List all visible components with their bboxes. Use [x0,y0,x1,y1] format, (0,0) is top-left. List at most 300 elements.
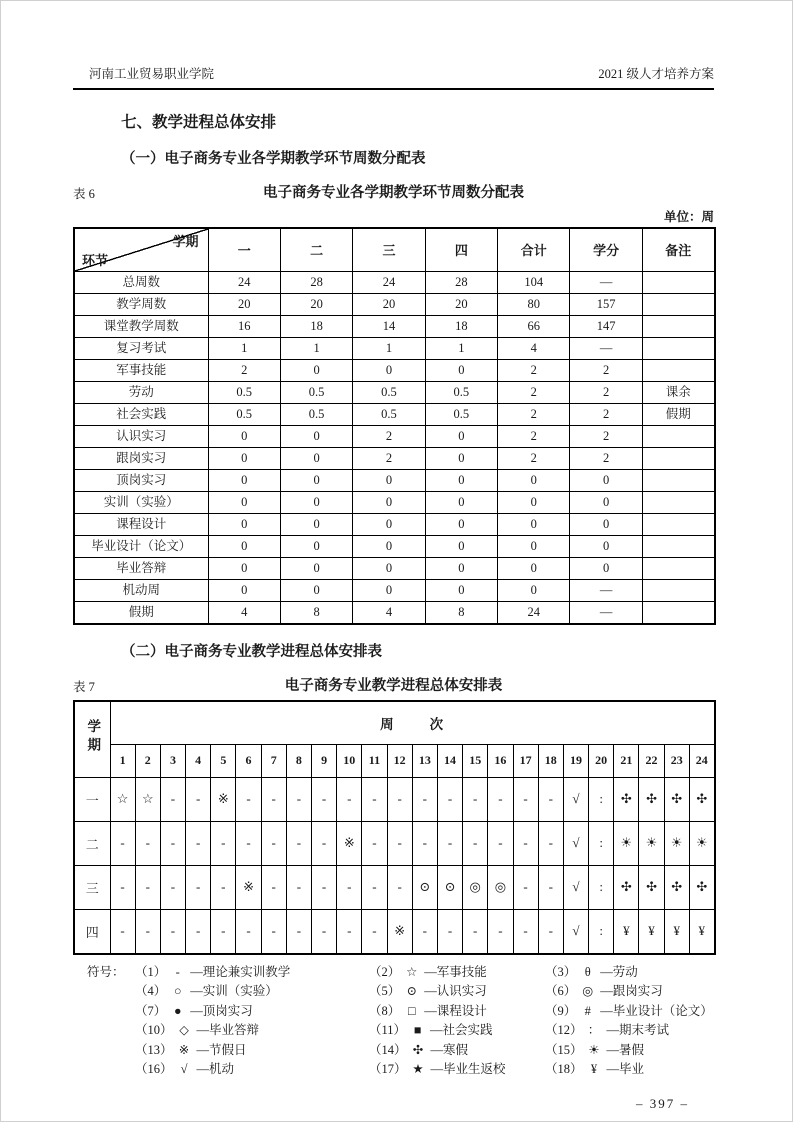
table-row [74,271,715,293]
table7-cell: ✣ [664,777,689,821]
table6-cell: 0 [425,425,497,447]
table7-week-number: 15 [463,744,488,777]
table6-cell: 24 [208,271,280,293]
legend-line [87,1060,792,1080]
table6-column-header: 四 [425,228,497,272]
legend-line [87,1041,792,1061]
table6-column-header: 三 [353,228,425,272]
legend-prefix [87,1002,135,1022]
table6-cell: 2 [570,359,642,381]
table6-cell: 2 [208,359,280,381]
table6-cell: 2 [498,403,570,425]
table7-week-number: 14 [437,744,462,777]
table7-cell: - [337,865,362,909]
table7-cell: ☆ [110,777,135,821]
legend-item [135,1060,369,1080]
table7-title: 电子商务专业教学进程总体安排表 [284,677,503,694]
table7-cell: - [513,821,538,865]
table6-row-label: 假期 [74,601,208,624]
table6-cell: 20 [425,293,497,315]
table6-cell: 18 [280,315,352,337]
legend-item [135,1041,369,1061]
table6-cell [642,513,714,535]
table6-row-label: 毕业答辩 [74,557,208,579]
table6-cell: 0 [353,557,425,579]
table7-week-number: 22 [639,744,664,777]
legend-item-symbol: ⊙ [406,984,417,999]
table6-cell: 0 [425,513,497,535]
legend-item-symbol: □ [407,1003,416,1018]
page-header [73,67,714,90]
table7-cell: ⊙ [412,865,437,909]
legend-item [545,1002,745,1022]
table7-cell: - [488,777,513,821]
legend-item-number: （15） [545,1042,583,1057]
legend-item-symbol: ● [173,1003,182,1018]
table7-cell: - [110,865,135,909]
legend-item-label: —理论兼实训教学 [190,964,291,979]
table6-cell: 0.5 [208,403,280,425]
table6-cell [642,293,714,315]
legend-item-symbol: ☀ [588,1042,600,1057]
table-row [74,865,715,909]
legend-item-symbol: ： [587,1023,601,1038]
table6-row-label: 课堂教学周数 [74,315,208,337]
table7-cell: - [387,865,412,909]
table6-row-label: 跟岗实习 [74,447,208,469]
corner-semester-label: 学期 [172,233,199,249]
table7-cell: - [211,865,236,909]
table7-cell: ☀ [614,821,639,865]
table-row [74,601,715,624]
table6-cell: 2 [498,447,570,469]
table6-column-header: 一 [208,228,280,272]
table7-cell: ¥ [639,909,664,954]
table6-cell [642,271,714,293]
legend-item-label: —社会实践 [430,1023,493,1038]
legend-item-symbol: ¥ [590,1062,598,1077]
table6-cell: 0 [498,579,570,601]
table7-cell: - [261,821,286,865]
legend-item-label: —期末考试 [606,1023,670,1038]
table-row [74,359,715,381]
table7-cell: - [437,821,462,865]
table-row [74,425,715,447]
table6-cell: 0.5 [425,403,497,425]
table6-cell: 16 [208,315,280,337]
table7-cell: - [110,909,135,954]
table6-cell: 0 [280,425,352,447]
table7-semester-label: 二 [74,821,110,865]
table6-cell: 0 [208,513,280,535]
table6-cell: 2 [498,359,570,381]
table6-cell: — [570,579,642,601]
table7-cell: - [160,865,185,909]
table6-cell: — [570,337,642,359]
table7-cell: - [488,909,513,954]
table7-cell: ☆ [135,777,160,821]
table7-cell: - [286,909,311,954]
legend-line [87,1002,792,1022]
table7-cell: ※ [337,821,362,865]
legend-item-symbol: # [584,1003,591,1018]
legend-item-number: （14） [369,1042,407,1057]
table6-cell: 0 [425,579,497,601]
page-number: – 397 – [636,1095,689,1111]
table6-column-header: 二 [280,228,352,272]
table7-cell: - [463,909,488,954]
section-title: 七、教学进程总体安排 [121,113,277,131]
table7-cell: - [538,909,563,954]
legend-item [545,1060,745,1080]
legend-item [545,1021,745,1041]
legend-item [545,963,745,983]
table6-cell: 24 [498,601,570,624]
table7-cell: √ [563,865,588,909]
table7-cell: ✣ [639,777,664,821]
table6-cell: 0 [498,491,570,513]
table6-cell: 0 [280,535,352,557]
table6-cell [642,557,714,579]
corner-stage-label: 环节 [82,252,109,268]
table7-cell: - [412,909,437,954]
table-row [74,337,715,359]
table7-cell: - [186,821,211,865]
table7-cell: - [110,821,135,865]
table6-cell: 0 [570,535,642,557]
table7-week-number: 12 [387,744,412,777]
legend-item-number: （13） [135,1042,173,1057]
table6-cell: 4 [353,601,425,624]
table6-row-label: 顶岗实习 [74,469,208,491]
table6-cell: 0 [425,491,497,513]
table7-cell: - [387,777,412,821]
table6-label: 表 6 [73,186,95,201]
table7-cell: - [538,777,563,821]
table6-cell: 0 [570,513,642,535]
symbol-legend [87,963,792,1080]
table7-cell: : [589,865,614,909]
table7-week-number: 23 [664,744,689,777]
legend-item-number: （6） [545,984,577,999]
table6-cell: 0 [280,469,352,491]
table7-cell: - [135,821,160,865]
table7-cell: ✣ [689,865,714,909]
table6-cell [642,337,714,359]
table7-cell: - [488,821,513,865]
table6-cell: 157 [570,293,642,315]
table6-cell [642,359,714,381]
table7-cell: - [261,865,286,909]
table7-week-number: 1 [110,744,135,777]
table7-semester-header [74,701,110,778]
table7-cell: - [261,909,286,954]
table7-cell: - [186,865,211,909]
legend-item [135,982,369,1002]
table-row [74,293,715,315]
table7-week-number: 13 [412,744,437,777]
table-row [74,491,715,513]
table7-week-number: 11 [362,744,387,777]
table6-cell: 104 [498,271,570,293]
table7-week-number: 10 [337,744,362,777]
legend-item [369,1021,545,1041]
table7-week-number: 5 [211,744,236,777]
legend-item-number: （1） [135,964,167,979]
table7-cell: - [211,909,236,954]
legend-item-number: （2） [369,964,401,979]
table7-cell: - [513,865,538,909]
program-label: 2021 级人才培养方案 [598,67,714,81]
table6-cell: 2 [570,403,642,425]
table7-cell: - [362,909,387,954]
table6-cell: 0 [208,491,280,513]
table-row [74,447,715,469]
legend-item-symbol: - [175,964,180,979]
table7-cell: ¥ [664,909,689,954]
table-row [74,777,715,821]
table6-cell: 8 [425,601,497,624]
subsection-2-title: （二）电子商务专业教学进程总体安排表 [121,643,382,660]
table6-cell: 2 [353,425,425,447]
table6-cell: 0 [425,447,497,469]
legend-item-label: —课程设计 [424,1003,487,1018]
legend-prefix: 符号： [87,964,125,979]
legend-item [369,1041,545,1061]
table-row [74,513,715,535]
table7-week-number: 6 [236,744,261,777]
table7-cell: ※ [236,865,261,909]
table6-cell: 0.5 [208,381,280,403]
table6-cell: 0 [425,359,497,381]
table7 [73,700,716,955]
table6-cell: 0 [208,557,280,579]
table7-cell: - [538,821,563,865]
legend-item-number: （7） [135,1003,167,1018]
legend-item [545,1041,745,1061]
table7-cell: - [362,777,387,821]
legend-item-label: —毕业 [606,1062,645,1077]
legend-item [369,1002,545,1022]
table6-cell: 假期 [642,403,714,425]
table6-cell: 2 [353,447,425,469]
table6-cell: 0.5 [353,403,425,425]
table6-row-label: 总周数 [74,271,208,293]
table7-week-number: 9 [312,744,337,777]
table6-cell: 0 [353,469,425,491]
legend-item-symbol: ■ [413,1023,422,1038]
table6-cell: 24 [353,271,425,293]
table7-cell: - [463,821,488,865]
table7-cell: - [312,777,337,821]
table7-cell: ✣ [614,777,639,821]
table6-cell: 20 [208,293,280,315]
table6-cell: 0 [425,535,497,557]
table6-cell: 14 [353,315,425,337]
table7-cell: - [337,777,362,821]
legend-item-symbol: √ [180,1062,188,1077]
table-row [74,909,715,954]
table6-cell: 4 [208,601,280,624]
table6-cell: 2 [498,425,570,447]
table7-cell: - [236,909,261,954]
legend-item-label: —暑假 [606,1042,645,1057]
table7-cell: ✣ [664,865,689,909]
semester-header-text: 学期 [85,718,101,756]
table7-cell: - [135,865,160,909]
table7-cell: - [236,821,261,865]
table6-cell: 2 [570,447,642,469]
legend-item-number: （11） [369,1023,407,1038]
table7-caption-row [73,674,714,695]
legend-line [87,1021,792,1041]
table6-cell: 0.5 [280,403,352,425]
table7-cell: - [135,909,160,954]
legend-prefix [87,982,135,1002]
table6-cell [642,425,714,447]
table6-cell: 1 [280,337,352,359]
table6-row-label: 教学周数 [74,293,208,315]
legend-item-label: —毕业设计（论文） [600,1003,713,1018]
legend-item-label: —军事技能 [424,964,487,979]
table7-week-number: 2 [135,744,160,777]
table7-cell: ✣ [639,865,664,909]
table6-cell: 147 [570,315,642,337]
table7-cell: : [589,909,614,954]
legend-item-number: （5） [369,984,401,999]
table6-cell [642,601,714,624]
legend-item-label: —顶岗实习 [190,1003,253,1018]
table7-cell: √ [563,909,588,954]
table7-cell: - [160,821,185,865]
table7-cell: ※ [387,909,412,954]
table6-cell: 20 [353,293,425,315]
table6-cell: 0.5 [425,381,497,403]
legend-item-symbol: ◎ [582,984,594,999]
legend-item [135,1021,369,1041]
table7-cell: - [513,777,538,821]
legend-prefix [87,1060,135,1080]
table6-cell: 0 [353,535,425,557]
table7-cell: ※ [211,777,236,821]
legend-item-label: —劳动 [600,964,638,979]
table6-cell [642,469,714,491]
table7-cell: - [362,821,387,865]
table6-cell: 0 [280,579,352,601]
table6-cell [642,447,714,469]
legend-item-number: （8） [369,1003,401,1018]
legend-item-label: —实训（实验） [190,984,278,999]
table7-week-number: 4 [186,744,211,777]
legend-item-number: （9） [545,1003,577,1018]
table-row [74,579,715,601]
table6-cell: 课余 [642,381,714,403]
legend-item-label: —机动 [196,1062,235,1077]
table7-week-header: 周 次 [110,701,715,745]
table7-cell: ☀ [689,821,714,865]
legend-item-symbol: ◇ [179,1023,189,1038]
table-row [74,821,715,865]
table7-cell: - [412,821,437,865]
table7-cell: - [236,777,261,821]
table7-cell: - [362,865,387,909]
table6 [73,227,716,625]
table6-row-label: 社会实践 [74,403,208,425]
table6-row-label: 认识实习 [74,425,208,447]
legend-item [369,982,545,1002]
table7-cell: - [160,777,185,821]
table7-cell: ☀ [664,821,689,865]
table6-cell: 0 [208,469,280,491]
table-row [74,535,715,557]
table6-row-label: 毕业设计（论文） [74,535,208,557]
table6-row-label: 军事技能 [74,359,208,381]
table6-cell: 28 [280,271,352,293]
table7-cell: - [463,777,488,821]
legend-item-number: （16） [135,1062,173,1077]
table7-cell: ¥ [689,909,714,954]
table6-cell: 4 [498,337,570,359]
table7-week-number: 17 [513,744,538,777]
legend-item [369,1060,545,1080]
legend-item-number: （4） [135,984,167,999]
table7-cell: ✣ [614,865,639,909]
table6-cell [642,579,714,601]
table6-column-header: 学分 [570,228,642,272]
table6-cell: 0 [425,469,497,491]
table6-column-header: 备注 [642,228,714,272]
legend-prefix [87,1021,135,1041]
table7-semester-label: 三 [74,865,110,909]
table6-cell: 1 [425,337,497,359]
legend-item-symbol: ✣ [412,1042,424,1057]
table7-cell: - [261,777,286,821]
table6-cell: 0 [208,447,280,469]
table6-corner-cell [74,228,208,272]
table6-cell: 80 [498,293,570,315]
table7-week-number: 21 [614,744,639,777]
table6-cell: 0 [280,491,352,513]
legend-item-symbol: ★ [412,1062,424,1077]
table6-cell: 2 [498,381,570,403]
table7-cell: - [286,777,311,821]
table7-week-number: 7 [261,744,286,777]
table6-cell: — [570,601,642,624]
table-row [74,381,715,403]
table7-cell: - [186,777,211,821]
table6-cell: 0 [280,359,352,381]
table6-cell: 0 [208,579,280,601]
table6-cell: 0 [208,425,280,447]
table6-cell: 0 [353,513,425,535]
table7-cell: - [312,909,337,954]
table6-cell: 0 [280,447,352,469]
table7-cell: - [387,821,412,865]
table7-cell: - [312,865,337,909]
legend-item [135,1002,369,1022]
table7-cell: - [437,777,462,821]
table6-title: 电子商务专业各学期教学环节周数分配表 [263,184,524,201]
table7-cell: √ [563,821,588,865]
legend-line [87,963,792,983]
table7-cell: - [412,777,437,821]
legend-item-number: （17） [369,1062,407,1077]
legend-item-label: —毕业生返校 [430,1062,506,1077]
table6-cell: 0 [570,491,642,513]
table7-cell: ✣ [689,777,714,821]
table7-week-number: 16 [488,744,513,777]
table6-cell: 2 [570,381,642,403]
